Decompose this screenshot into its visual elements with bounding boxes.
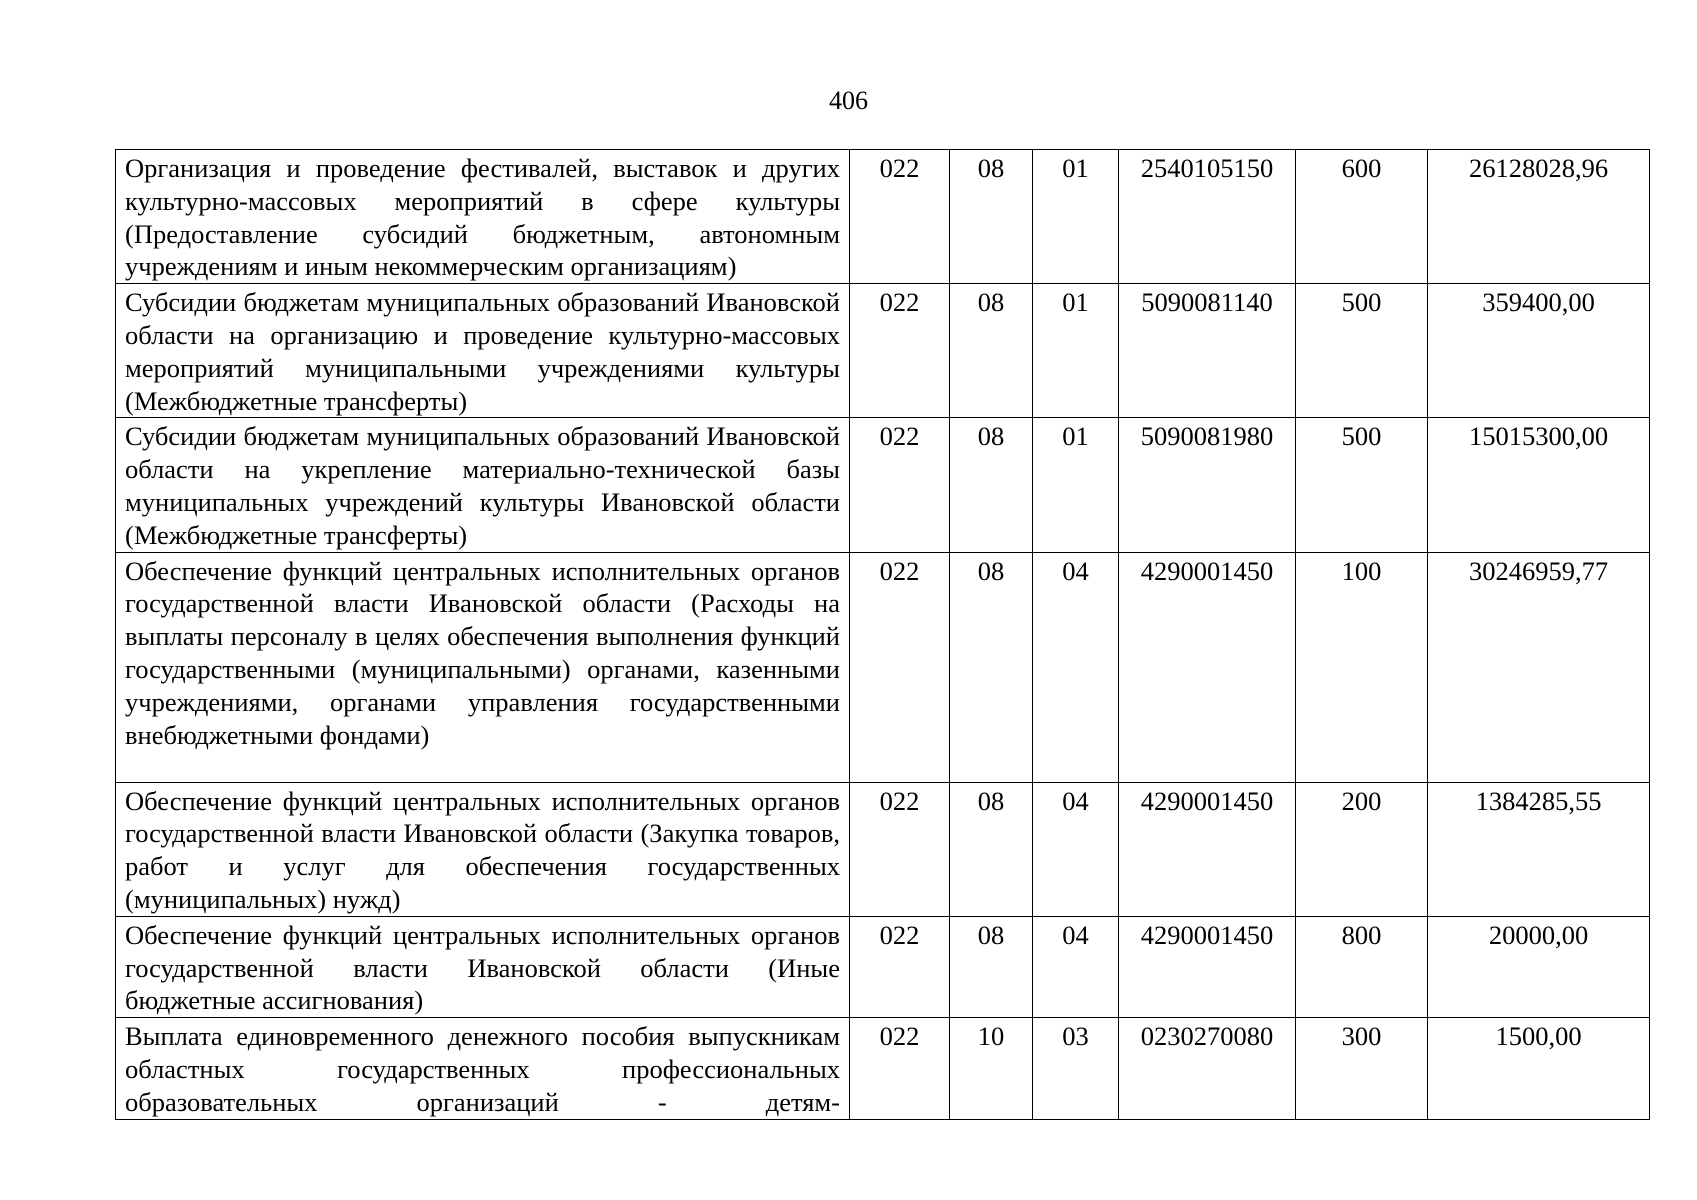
ministry-code: 022	[850, 916, 950, 1017]
expense-description: Обеспечение функций центральных исполнительных органов государственной власти Ивановской области (Иные бюджетные ассигнования)	[116, 916, 850, 1017]
ministry-code: 022	[850, 1018, 950, 1119]
amount: 26128028,96	[1428, 150, 1650, 284]
page-number: 406	[829, 86, 868, 115]
expense-type-code: 300	[1296, 1018, 1428, 1119]
expense-type-code: 500	[1296, 284, 1428, 418]
amount: 1500,00	[1428, 1018, 1650, 1119]
expense-type-code: 600	[1296, 150, 1428, 284]
ministry-code: 022	[850, 418, 950, 552]
subsection-code: 03	[1033, 1018, 1119, 1119]
table-row	[116, 418, 1650, 552]
target-article-code: 4290001450	[1119, 916, 1296, 1017]
table-row	[116, 552, 1650, 782]
section-code: 08	[950, 418, 1033, 552]
expense-description: Субсидии бюджетам муниципальных образований Ивановской области на организацию и проведение культурно-массовых мероприятий муниципальными учреждениями культуры (Межбюджетные трансферты)	[116, 284, 850, 418]
expense-description: Организация и проведение фестивалей, выставок и других культурно-массовых мероприятий в сфере культуры (Предоставление субсидий бюджетным, автономным учреждениям и иным некоммерческим организациям)	[116, 150, 850, 284]
subsection-code: 04	[1033, 552, 1119, 782]
expense-type-code: 200	[1296, 782, 1428, 916]
section-code: 08	[950, 150, 1033, 284]
target-article-code: 4290001450	[1119, 552, 1296, 782]
amount: 1384285,55	[1428, 782, 1650, 916]
expense-type-code: 500	[1296, 418, 1428, 552]
budget-table	[115, 149, 1650, 1120]
amount: 359400,00	[1428, 284, 1650, 418]
target-article-code: 5090081140	[1119, 284, 1296, 418]
expense-description: Выплата единовременного денежного пособия выпускникам областных государственных профессиональных образовательных организаций - детям-	[116, 1018, 850, 1119]
section-code: 08	[950, 916, 1033, 1017]
table-row	[116, 150, 1650, 284]
section-code: 08	[950, 782, 1033, 916]
target-article-code: 2540105150	[1119, 150, 1296, 284]
ministry-code: 022	[850, 552, 950, 782]
expense-type-code: 800	[1296, 916, 1428, 1017]
subsection-code: 01	[1033, 150, 1119, 284]
subsection-code: 01	[1033, 284, 1119, 418]
target-article-code: 0230270080	[1119, 1018, 1296, 1119]
subsection-code: 04	[1033, 782, 1119, 916]
subsection-code: 04	[1033, 916, 1119, 1017]
ministry-code: 022	[850, 782, 950, 916]
subsection-code: 01	[1033, 418, 1119, 552]
table-row	[116, 782, 1650, 916]
section-code: 10	[950, 1018, 1033, 1119]
target-article-code: 5090081980	[1119, 418, 1296, 552]
section-code: 08	[950, 284, 1033, 418]
section-code: 08	[950, 552, 1033, 782]
target-article-code: 4290001450	[1119, 782, 1296, 916]
expense-type-code: 100	[1296, 552, 1428, 782]
table-row	[116, 916, 1650, 1017]
amount: 20000,00	[1428, 916, 1650, 1017]
expense-description: Субсидии бюджетам муниципальных образований Ивановской области на укрепление материально-технической базы муниципальных учреждений культуры Ивановской области (Межбюджетные трансферты)	[116, 418, 850, 552]
table-row	[116, 1018, 1650, 1119]
amount: 30246959,77	[1428, 552, 1650, 782]
table-row	[116, 284, 1650, 418]
amount: 15015300,00	[1428, 418, 1650, 552]
expense-description: Обеспечение функций центральных исполнительных органов государственной власти Ивановской области (Расходы на выплаты персоналу в целях обеспечения выполнения функций государственными (муниципальными) органами, казенными учреждениями, органами управления государственными внебюджетными фондами)	[116, 552, 850, 782]
ministry-code: 022	[850, 284, 950, 418]
expense-description: Обеспечение функций центральных исполнительных органов государственной власти Ивановской области (Закупка товаров, работ и услуг для обеспечения государственных (муниципальных) нужд)	[116, 782, 850, 916]
ministry-code: 022	[850, 150, 950, 284]
